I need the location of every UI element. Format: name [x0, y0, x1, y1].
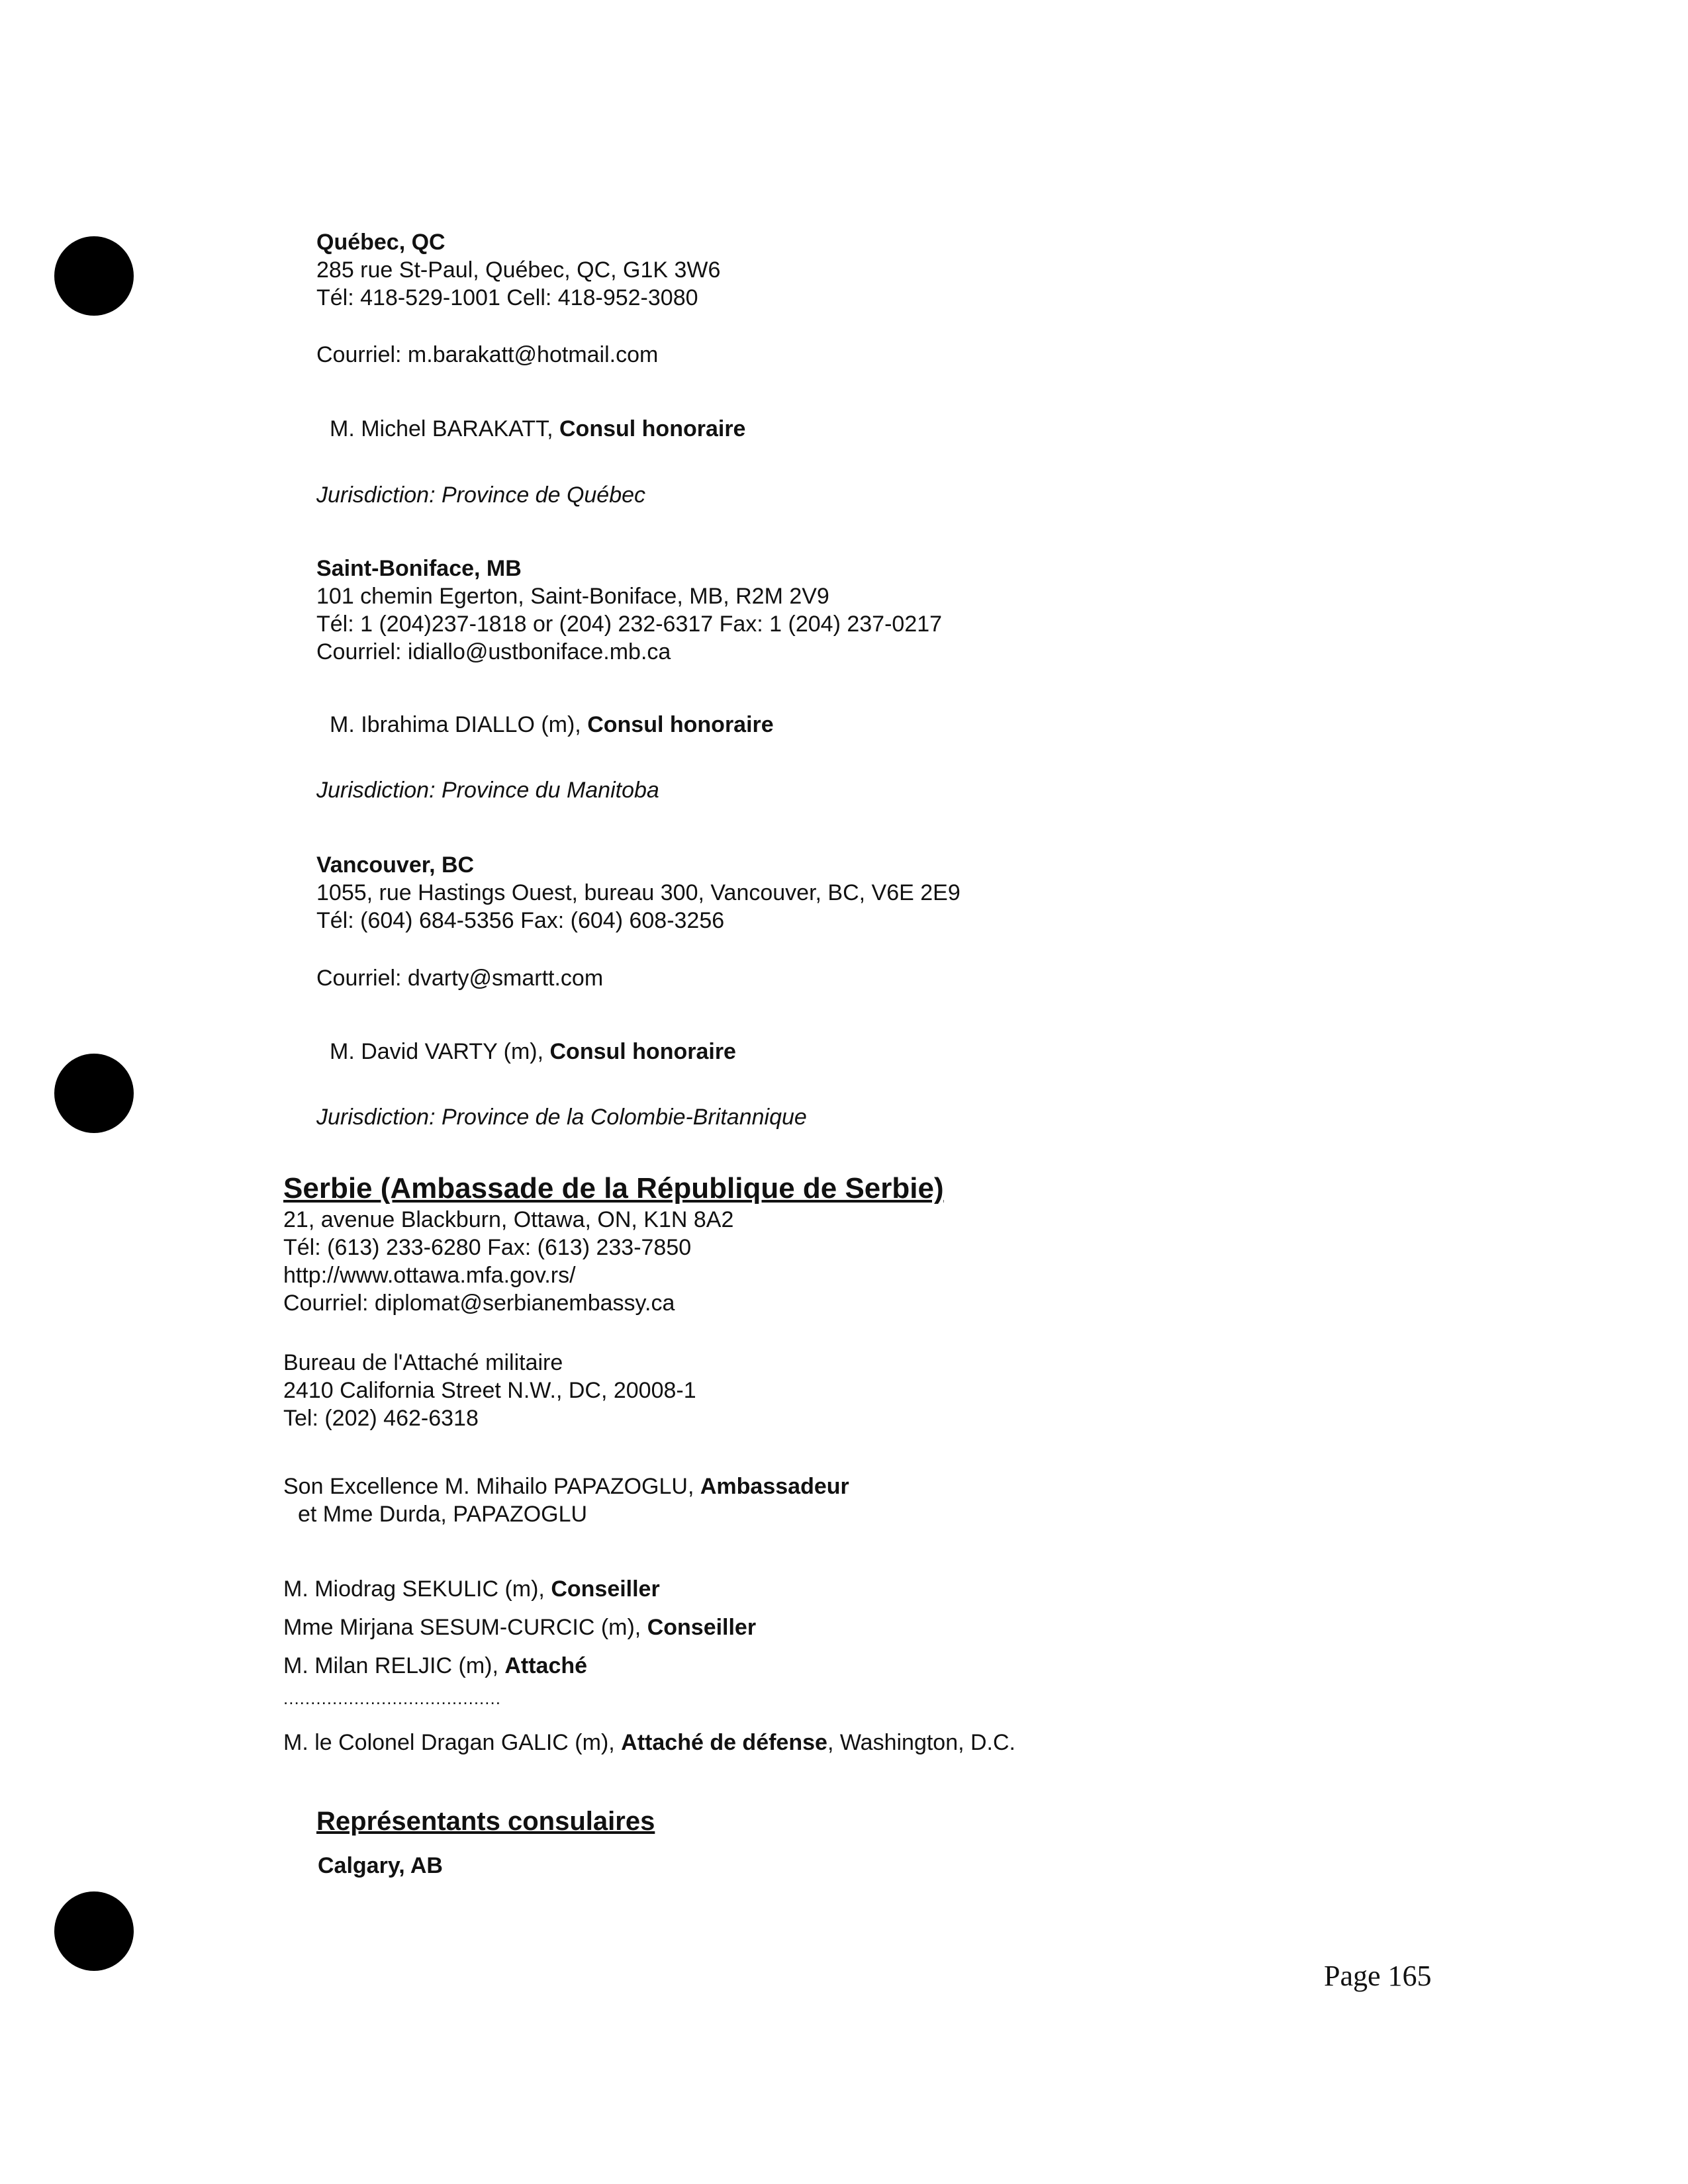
ambassador-line	[283, 1473, 849, 1500]
embassy-phone: Tél: (613) 233-6280 Fax: (613) 233-7850	[283, 1235, 692, 1260]
staff-name: M. Milan RELJIC (m),	[283, 1653, 505, 1678]
consulate-jurisdiction: Jurisdiction: Province de Québec	[316, 482, 646, 508]
defense-name: M. le Colonel Dragan GALIC (m),	[283, 1730, 622, 1755]
consulate-address: 101 chemin Egerton, Saint-Boniface, MB, R2M 2V9	[316, 584, 829, 609]
military-phone: Tel: (202) 462-6318	[283, 1406, 479, 1431]
consulate-address: 285 rue St-Paul, Québec, QC, G1K 3W6	[316, 257, 721, 283]
staff-name: M. Miodrag SEKULIC (m),	[283, 1576, 551, 1602]
consular-heading: Représentants consulaires	[316, 1807, 655, 1836]
consulate-email: Courriel: dvarty@smartt.com	[316, 966, 604, 991]
consul-name: M. Ibrahima DIALLO (m),	[330, 712, 588, 737]
consulate-phone: Tél: 418-529-1001 Cell: 418-952-3080	[316, 285, 698, 310]
consulate-email: Courriel: m.barakatt@hotmail.com	[316, 342, 659, 367]
punch-hole	[54, 1054, 134, 1133]
embassy-email: Courriel: diplomat@serbianembassy.ca	[283, 1291, 675, 1316]
consulate-phone: Tél: (604) 684-5356 Fax: (604) 608-3256	[316, 908, 725, 933]
embassy-heading: Serbie (Ambassade de la République de Serbie)	[283, 1172, 944, 1205]
consul-title: Consul honoraire	[587, 712, 774, 737]
consulate-phone: Tél: 1 (204)237-1818 or (204) 232-6317 Fax: 1 (204) 237-0217	[316, 612, 943, 637]
staff-line	[283, 1652, 587, 1680]
consul-line	[330, 415, 745, 443]
consulate-address: 1055, rue Hastings Ouest, bureau 300, Vancouver, BC, V6E 2E9	[316, 880, 961, 905]
consulate-city: Saint-Boniface, MB	[316, 556, 522, 581]
ambassador-title: Ambassadeur	[700, 1474, 849, 1499]
staff-title: Attaché	[504, 1653, 588, 1678]
consulate-email: Courriel: idiallo@ustboniface.mb.ca	[316, 639, 671, 664]
defense-attache-line	[283, 1729, 1015, 1756]
defense-location: , Washington, D.C.	[827, 1730, 1016, 1755]
ambassador-name: Son Excellence M. Mihailo PAPAZOGLU,	[283, 1474, 700, 1499]
consulate-city: Québec, QC	[316, 230, 445, 255]
consulate-city: Vancouver, BC	[316, 852, 475, 878]
defense-title: Attaché de défense	[621, 1730, 827, 1755]
punch-hole	[54, 1891, 134, 1971]
staff-name: Mme Mirjana SESUM-CURCIC (m),	[283, 1615, 647, 1640]
consul-title: Consul honoraire	[549, 1039, 736, 1064]
embassy-address: 21, avenue Blackburn, Ottawa, ON, K1N 8A2	[283, 1207, 734, 1232]
consul-title: Consul honoraire	[559, 416, 746, 441]
staff-line	[283, 1614, 756, 1641]
military-office: Bureau de l'Attaché militaire	[283, 1350, 563, 1375]
embassy-website: http://www.ottawa.mfa.gov.rs/	[283, 1263, 576, 1288]
staff-line	[283, 1575, 660, 1603]
ambassador-spouse: et Mme Durda, PAPAZOGLU	[298, 1502, 588, 1527]
consul-line	[330, 1038, 736, 1066]
consular-city: Calgary, AB	[318, 1853, 443, 1878]
consul-name: M. Michel BARAKATT,	[330, 416, 559, 441]
consul-name: M. David VARTY (m),	[330, 1039, 550, 1064]
staff-title: Conseiller	[551, 1576, 660, 1602]
punch-hole	[54, 236, 134, 316]
page-number: Page 165	[1324, 1960, 1432, 1992]
military-address: 2410 California Street N.W., DC, 20008-1	[283, 1378, 696, 1403]
staff-title: Conseiller	[647, 1615, 757, 1640]
consulate-jurisdiction: Jurisdiction: Province de la Colombie-Britannique	[316, 1105, 807, 1130]
consul-line	[330, 711, 774, 739]
separator-dots: ........................................	[283, 1688, 501, 1708]
consulate-jurisdiction: Jurisdiction: Province du Manitoba	[316, 778, 659, 803]
